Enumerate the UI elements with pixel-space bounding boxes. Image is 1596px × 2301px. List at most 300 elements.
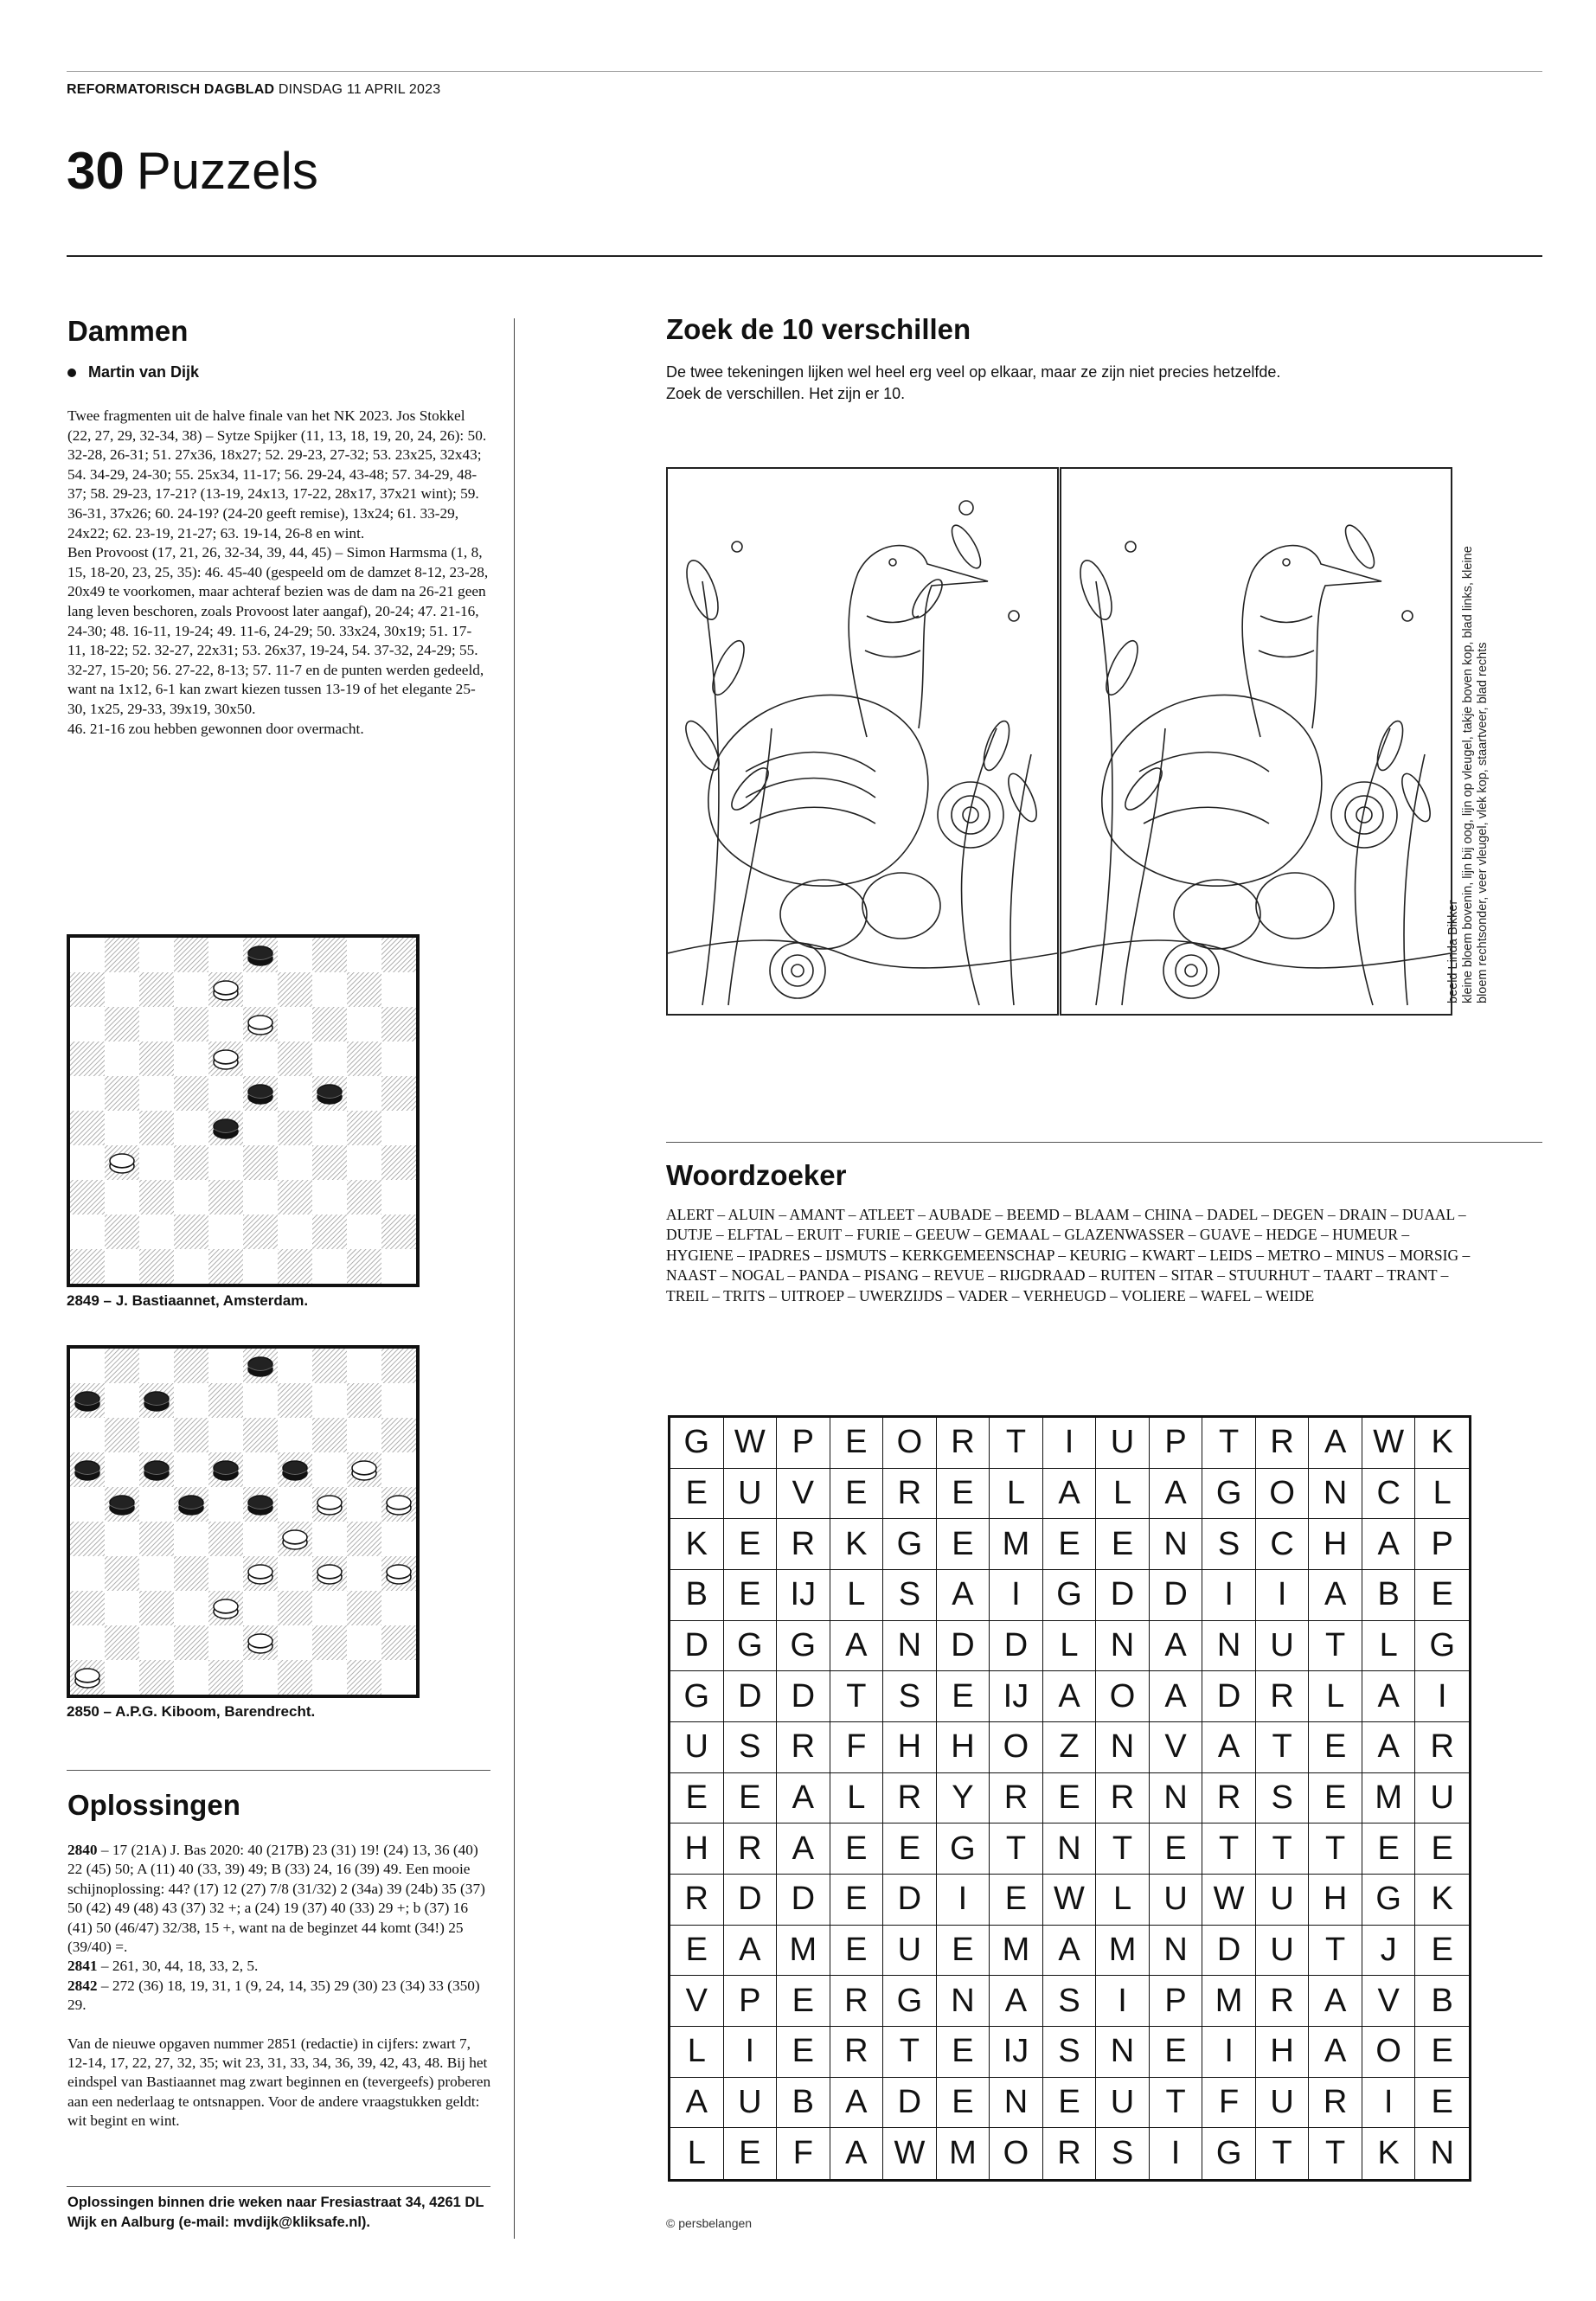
solution-text: – 17 (21A) J. Bas 2020: 40 (217B) 23 (31) 19! (24) 13, 36 (40) 22 (45) 50; A (11) 40 (33, 39) 49; B (33) 24, 16 (39) 49. Een mooie schijnoplossing: 44? (17) 12 (27) 7/8 (31/32) 2 (34a) 39 (24b) 35 (37) 50 (42) 49 (48) 43 (37) 32 +; a (24) 19 (37) 40 (33) 29 +; b (37) 16 (41) 50 (46/47) 32/38, 15 +, want na de beginzet 44 komt (34!) 25 (39/40) =.: [67, 1842, 485, 1956]
grid-cell[interactable]: R: [724, 1823, 778, 1875]
grid-cell[interactable]: E: [830, 1418, 884, 1469]
white-piece: [317, 1565, 342, 1584]
grid-cell[interactable]: M: [777, 1926, 830, 1977]
grid-cell[interactable]: T: [883, 2027, 937, 2078]
grid-cell[interactable]: R: [1256, 1976, 1310, 2027]
grid-cell[interactable]: P: [1150, 1976, 1203, 2027]
grid-cell[interactable]: E: [937, 2078, 990, 2129]
grid-cell[interactable]: L: [1309, 1671, 1362, 1722]
dark-square: [347, 1383, 381, 1418]
dark-square: [278, 1249, 312, 1284]
grid-cell[interactable]: E: [883, 1823, 937, 1875]
grid-cell[interactable]: E: [1043, 1519, 1097, 1570]
grid-cell[interactable]: E: [724, 1773, 778, 1824]
column-divider: [514, 318, 515, 2239]
grid-cell[interactable]: E: [1362, 1823, 1416, 1875]
grid-cell[interactable]: Y: [937, 1773, 990, 1824]
grid-cell[interactable]: L: [1096, 1875, 1150, 1926]
grid-cell[interactable]: E: [1043, 2078, 1097, 2129]
grid-cell[interactable]: N: [1096, 1722, 1150, 1773]
grid-cell[interactable]: S: [883, 1671, 937, 1722]
light-square: [139, 1556, 174, 1591]
grid-cell[interactable]: I: [724, 2027, 778, 2078]
grid-cell[interactable]: A: [777, 1773, 830, 1824]
dark-square: [243, 1145, 278, 1180]
grid-cell[interactable]: B: [1415, 1976, 1469, 2027]
grid-cell[interactable]: A: [1150, 1469, 1203, 1520]
grid-cell[interactable]: R: [1043, 2128, 1097, 2179]
grid-cell[interactable]: D: [670, 1621, 724, 1672]
grid-cell[interactable]: U: [670, 1722, 724, 1773]
dark-square: [381, 1215, 416, 1249]
grid-cell[interactable]: D: [724, 1875, 778, 1926]
grid-cell[interactable]: R: [777, 1722, 830, 1773]
grid-cell[interactable]: E: [1043, 1773, 1097, 1824]
grid-cell[interactable]: K: [670, 1519, 724, 1570]
light-square: [381, 1522, 416, 1556]
grid-cell[interactable]: I: [1202, 2027, 1256, 2078]
grid-cell[interactable]: O: [1362, 2027, 1416, 2078]
grid-cell[interactable]: E: [1415, 1823, 1469, 1875]
light-square: [70, 1076, 105, 1111]
grid-cell[interactable]: M: [1096, 1926, 1150, 1977]
grid-cell[interactable]: G: [937, 1823, 990, 1875]
grid-cell[interactable]: U: [1415, 1773, 1469, 1824]
grid-cell[interactable]: N: [1150, 1773, 1203, 1824]
grid-cell[interactable]: G: [670, 1418, 724, 1469]
grid-cell[interactable]: R: [670, 1875, 724, 1926]
grid-cell[interactable]: L: [670, 2027, 724, 2078]
grid-cell[interactable]: T: [1309, 1621, 1362, 1672]
grid-cell[interactable]: A: [1309, 1570, 1362, 1621]
grid-cell[interactable]: M: [937, 2128, 990, 2179]
grid-cell[interactable]: E: [830, 1469, 884, 1520]
dark-square: [312, 1349, 347, 1383]
light-square: [243, 1383, 278, 1418]
grid-cell[interactable]: U: [724, 2078, 778, 2129]
grid-cell[interactable]: G: [1202, 2128, 1256, 2179]
black-piece: [179, 1496, 203, 1515]
grid-cell[interactable]: T: [990, 1823, 1043, 1875]
dammen-paragraph: Twee fragmenten uit de halve finale van het NK 2023. Jos Stokkel (22, 27, 29, 32-34, 38) – Sytze Spijker (11, 13, 18, 19, 20, 24, 26): 50. 32-28, 26-31; 51. 27x36, 18x27; 52. 29-23, 27-32; 53. 23x25, 32x43; 54. 34-29, 24-30; 55. 25x34, 11-17; 56. 29-24, 43-48; 57. 34-29, 48-37; 58. 29-23, 17-21? (13-19, 24x13, 17-22, 28x17, 37x21 wint); 59. 36-31, 37x26; 60. 24-19? (24-20 geeft remise), 13x24; 61. 33-29, 24x22; 62. 23-19, 21-27; 63. 19-14, 26-8 en wint.: [67, 407, 487, 542]
grid-cell[interactable]: E: [670, 1926, 724, 1977]
grid-cell[interactable]: A: [724, 1926, 778, 1977]
light-square: [70, 1145, 105, 1180]
grid-cell[interactable]: R: [777, 1519, 830, 1570]
black-piece: [110, 1496, 134, 1515]
grid-cell[interactable]: N: [990, 2078, 1043, 2129]
grid-cell[interactable]: A: [1362, 1671, 1416, 1722]
grid-cell[interactable]: A: [1150, 1671, 1203, 1722]
dark-square: [312, 1007, 347, 1042]
grid-cell[interactable]: D: [1202, 1926, 1256, 1977]
board-diagram: [70, 938, 416, 1284]
grid-cell[interactable]: N: [883, 1621, 937, 1672]
grid-cell[interactable]: T: [1309, 1823, 1362, 1875]
dark-square: [381, 1145, 416, 1180]
grid-cell[interactable]: N: [1202, 1621, 1256, 1672]
grid-cell[interactable]: D: [1150, 1570, 1203, 1621]
light-square: [312, 1111, 347, 1145]
grid-cell[interactable]: T: [1202, 1418, 1256, 1469]
light-square: [243, 1042, 278, 1076]
grid-cell[interactable]: G: [883, 1976, 937, 2027]
dark-square: [312, 1215, 347, 1249]
dammen-paragraph: Ben Provoost (17, 21, 26, 32-34, 39, 44, 45) – Simon Harmsma (1, 8, 15, 18-20, 23, 25, 35): 46. 45-40 (gespeeld om de damzet 8-12, 23-28, 20x49 te voorkomen, maar achteraf bezien was de dam na 26-21 geen lang leven beschoren, zoals Provoost later aangaf), 20-24; 47. 21-16, 24-30; 48. 16-11, 19-24; 49. 11-6, 24-29; 50. 33x24, 30x19; 51. 17-11, 18-22; 52. 32-27, 22x31; 53. 26x37, 19-24, 54. 37-32, 24-29; 55. 32-27, 15-20; 56. 27-22, 8-13; 57. 11-7 en de punten werden gedeeld, want na 1x12, 6-1 kan zwart kiezen tussen 13-19 of het elegante 25-30, 1x25, 29-33, 39x19, 30x50.: [67, 544, 489, 717]
grid-cell[interactable]: IJ: [990, 2027, 1043, 2078]
grid-cell[interactable]: T: [1256, 1823, 1310, 1875]
grid-cell[interactable]: A: [1043, 1926, 1097, 1977]
grid-cell[interactable]: H: [883, 1722, 937, 1773]
grid-cell[interactable]: A: [777, 1823, 830, 1875]
grid-cell[interactable]: IJ: [777, 1570, 830, 1621]
grid-cell[interactable]: H: [1309, 1875, 1362, 1926]
light-square: [312, 1591, 347, 1625]
dark-square: [70, 1522, 105, 1556]
grid-cell[interactable]: U: [724, 1469, 778, 1520]
new-problems-text: Van de nieuwe opgaven nummer 2851 (redactie) in cijfers: zwart 7, 12-14, 17, 22, 27, 32, 35; wit 23, 31, 33, 34, 36, 39, 42, 43, 48. Bij het eindspel van Bastiaannet mag zwart beginnen en (tevergeefs) proberen aan een nederlaag te ontsnappen. Voor de andere vraagstukken geldt: wit begint en wint.: [67, 2035, 491, 2130]
grid-cell[interactable]: A: [990, 1976, 1043, 2027]
grid-cell[interactable]: E: [937, 1671, 990, 1722]
grid-cell[interactable]: O: [1096, 1671, 1150, 1722]
grid-cell[interactable]: E: [830, 1875, 884, 1926]
light-square: [105, 1249, 139, 1284]
grid-cell[interactable]: E: [777, 2027, 830, 2078]
dark-square: [139, 972, 174, 1007]
grid-cell[interactable]: W: [724, 1418, 778, 1469]
solution-entry: [67, 1977, 493, 2016]
grid-cell[interactable]: G: [883, 1519, 937, 1570]
white-piece: [214, 981, 238, 1000]
grid-cell[interactable]: E: [670, 1773, 724, 1824]
grid-cell[interactable]: E: [1415, 2027, 1469, 2078]
grid-cell[interactable]: A: [937, 1570, 990, 1621]
grid-cell[interactable]: U: [1256, 2078, 1310, 2129]
grid-cell[interactable]: U: [1256, 1926, 1310, 1977]
grid-cell[interactable]: N: [937, 1976, 990, 2027]
oplossingen-title: Oplossingen: [67, 1789, 240, 1821]
dark-square: [278, 972, 312, 1007]
grid-cell[interactable]: I: [1202, 1570, 1256, 1621]
light-square: [312, 1522, 347, 1556]
grid-cell[interactable]: P: [777, 1418, 830, 1469]
grid-cell[interactable]: R: [830, 2027, 884, 2078]
grid-cell[interactable]: A: [1309, 1976, 1362, 2027]
grid-cell[interactable]: U: [1150, 1875, 1203, 1926]
dark-square: [139, 1180, 174, 1215]
grid-cell[interactable]: S: [1256, 1773, 1310, 1824]
grid-cell[interactable]: D: [883, 2078, 937, 2129]
dark-square: [139, 1522, 174, 1556]
grid-cell[interactable]: F: [830, 1722, 884, 1773]
grid-cell[interactable]: M: [1202, 1976, 1256, 2027]
grid-cell[interactable]: I: [1043, 1418, 1097, 1469]
grid-cell[interactable]: E: [1309, 1773, 1362, 1824]
grid-cell[interactable]: V: [1362, 1976, 1416, 2027]
grid-cell[interactable]: A: [1362, 1722, 1416, 1773]
grid-cell[interactable]: U: [1096, 2078, 1150, 2129]
grid-cell[interactable]: G: [670, 1671, 724, 1722]
grid-cell[interactable]: A: [1043, 1671, 1097, 1722]
grid-cell[interactable]: S: [1096, 2128, 1150, 2179]
grid-cell[interactable]: W: [1202, 1875, 1256, 1926]
grid-cell[interactable]: T: [1096, 1823, 1150, 1875]
dark-square: [105, 1007, 139, 1042]
grid-cell[interactable]: H: [1309, 1519, 1362, 1570]
grid-cell[interactable]: E: [670, 1469, 724, 1520]
grid-cell[interactable]: U: [883, 1926, 937, 1977]
grid-cell[interactable]: R: [1202, 1773, 1256, 1824]
grid-cell[interactable]: W: [883, 2128, 937, 2179]
grid-cell[interactable]: R: [990, 1773, 1043, 1824]
grid-cell[interactable]: G: [1415, 1621, 1469, 1672]
light-square: [70, 938, 105, 972]
grid-cell[interactable]: E: [830, 1926, 884, 1977]
grid-cell[interactable]: IJ: [990, 1671, 1043, 1722]
grid-cell[interactable]: S: [1202, 1519, 1256, 1570]
grid-cell[interactable]: A: [830, 2078, 884, 2129]
grid-cell[interactable]: B: [670, 1570, 724, 1621]
grid-cell[interactable]: L: [1415, 1469, 1469, 1520]
grid-cell[interactable]: D: [937, 1621, 990, 1672]
grid-cell[interactable]: L: [670, 2128, 724, 2179]
page-section: Puzzels: [136, 142, 318, 200]
grid-cell[interactable]: R: [830, 1976, 884, 2027]
grid-cell[interactable]: B: [1362, 1570, 1416, 1621]
grid-cell[interactable]: G: [1202, 1469, 1256, 1520]
grid-cell[interactable]: T: [1202, 1823, 1256, 1875]
grid-cell[interactable]: E: [777, 1976, 830, 2027]
word-search-grid[interactable]: [668, 1415, 1471, 2182]
grid-cell[interactable]: H: [1256, 2027, 1310, 2078]
grid-cell[interactable]: T: [990, 1418, 1043, 1469]
grid-cell[interactable]: C: [1256, 1519, 1310, 1570]
grid-cell[interactable]: D: [724, 1671, 778, 1722]
grid-cell[interactable]: O: [990, 2128, 1043, 2179]
grid-cell[interactable]: T: [830, 1671, 884, 1722]
grid-cell[interactable]: E: [1415, 2078, 1469, 2129]
grid-cell[interactable]: R: [1096, 1773, 1150, 1824]
grid-cell[interactable]: A: [1150, 1621, 1203, 1672]
grid-cell[interactable]: L: [830, 1773, 884, 1824]
grid-cell[interactable]: A: [1362, 1519, 1416, 1570]
grid-cell[interactable]: G: [1043, 1570, 1097, 1621]
grid-cell[interactable]: G: [777, 1621, 830, 1672]
grid-cell[interactable]: A: [1309, 1418, 1362, 1469]
grid-cell[interactable]: J: [1362, 1926, 1416, 1977]
grid-cell[interactable]: G: [1362, 1875, 1416, 1926]
light-square: [70, 1007, 105, 1042]
grid-cell[interactable]: S: [1043, 1976, 1097, 2027]
grid-cell[interactable]: P: [724, 1976, 778, 2027]
grid-cell[interactable]: H: [670, 1823, 724, 1875]
grid-cell[interactable]: E: [830, 1823, 884, 1875]
illustration-credit: beeld Linda Bikker: [1446, 900, 1460, 1003]
grid-cell[interactable]: R: [883, 1773, 937, 1824]
grid-cell[interactable]: E: [937, 1519, 990, 1570]
grid-cell[interactable]: R: [1309, 2078, 1362, 2129]
grid-cell[interactable]: M: [990, 1519, 1043, 1570]
solution-entry: [67, 1841, 493, 1957]
light-square: [105, 972, 139, 1007]
grid-cell[interactable]: D: [1202, 1671, 1256, 1722]
grid-cell[interactable]: V: [1150, 1722, 1203, 1773]
grid-cell[interactable]: L: [1043, 1621, 1097, 1672]
grid-cell[interactable]: A: [830, 2128, 884, 2179]
grid-cell[interactable]: E: [1415, 1570, 1469, 1621]
grid-cell[interactable]: B: [777, 2078, 830, 2129]
grid-cell[interactable]: K: [1415, 1875, 1469, 1926]
grid-cell[interactable]: O: [990, 1722, 1043, 1773]
grid-cell[interactable]: V: [670, 1976, 724, 2027]
light-square: [278, 1418, 312, 1452]
grid-cell[interactable]: S: [1043, 2027, 1097, 2078]
grid-cell[interactable]: G: [724, 1621, 778, 1672]
grid-cell[interactable]: O: [1256, 1469, 1310, 1520]
grid-cell[interactable]: I: [990, 1570, 1043, 1621]
grid-cell[interactable]: T: [1256, 1722, 1310, 1773]
grid-cell[interactable]: R: [1256, 1671, 1310, 1722]
grid-cell[interactable]: A: [1043, 1469, 1097, 1520]
grid-cell[interactable]: H: [937, 1722, 990, 1773]
grid-cell[interactable]: F: [1202, 2078, 1256, 2129]
dark-square: [70, 1591, 105, 1625]
grid-cell[interactable]: A: [1309, 2027, 1362, 2078]
grid-cell[interactable]: N: [1430, 2135, 1454, 2172]
grid-cell[interactable]: I: [937, 1875, 990, 1926]
grid-cell[interactable]: L: [1362, 1621, 1416, 1672]
grid-cell[interactable]: D: [777, 1671, 830, 1722]
grid-cell[interactable]: E: [724, 2128, 778, 2179]
dark-square: [174, 1418, 208, 1452]
grid-cell[interactable]: N: [1150, 1519, 1203, 1570]
grid-cell[interactable]: M: [1362, 1773, 1416, 1824]
grid-cell[interactable]: O: [883, 1418, 937, 1469]
grid-cell[interactable]: T: [1256, 2128, 1310, 2179]
grid-cell[interactable]: I: [1362, 2078, 1416, 2129]
grid-cell[interactable]: R: [1256, 1418, 1310, 1469]
dammen-paragraph: 46. 21-16 zou hebben gewonnen door overmacht.: [67, 720, 364, 737]
grid-cell[interactable]: R: [937, 1418, 990, 1469]
grid-cell[interactable]: T: [1309, 1926, 1362, 1977]
grid-cell[interactable]: A: [670, 2078, 724, 2129]
grid-cell[interactable]: D: [777, 1875, 830, 1926]
grid-cell[interactable]: P: [1150, 1418, 1203, 1469]
dark-square: [174, 1349, 208, 1383]
dark-square: [174, 938, 208, 972]
grid-cell[interactable]: C: [1362, 1469, 1416, 1520]
grid-cell[interactable]: K: [1362, 2128, 1416, 2179]
solution-text: – 261, 30, 44, 18, 33, 2, 5.: [97, 1958, 259, 1975]
grid-cell[interactable]: A: [830, 1621, 884, 1672]
grid-cell[interactable]: L: [1096, 1469, 1150, 1520]
grid-cell[interactable]: K: [830, 1519, 884, 1570]
grid-cell[interactable]: E: [937, 1469, 990, 1520]
light-square: [139, 1625, 174, 1660]
grid-cell[interactable]: E: [724, 1570, 778, 1621]
grid-cell[interactable]: E: [1150, 1823, 1203, 1875]
grid-cell[interactable]: N: [1309, 1469, 1362, 1520]
grid-cell[interactable]: T: [1309, 2128, 1362, 2179]
grid-cell[interactable]: E: [1150, 2027, 1203, 2078]
zoek-title: Zoek de 10 verschillen: [666, 313, 971, 345]
grid-cell[interactable]: E: [937, 2027, 990, 2078]
grid-cell[interactable]: U: [1096, 1418, 1150, 1469]
grid-cell[interactable]: E: [937, 1926, 990, 1977]
grid-cell[interactable]: S: [883, 1570, 937, 1621]
grid-cell[interactable]: D: [883, 1875, 937, 1926]
grid-cell[interactable]: U: [1256, 1621, 1310, 1672]
light-square: [139, 1349, 174, 1383]
grid-cell[interactable]: I: [1150, 2128, 1203, 2179]
black-piece: [75, 1392, 99, 1411]
grid-cell[interactable]: E: [1415, 1926, 1469, 1977]
grid-cell[interactable]: Z: [1043, 1722, 1097, 1773]
dark-square: [139, 1249, 174, 1284]
light-square: [105, 1452, 139, 1487]
grid-cell[interactable]: I: [1096, 1976, 1150, 2027]
white-piece: [352, 1461, 376, 1480]
grid-cell[interactable]: R: [883, 1469, 937, 1520]
grid-cell[interactable]: N: [1096, 1621, 1150, 1672]
grid-cell[interactable]: R: [1415, 1722, 1469, 1773]
black-piece: [144, 1392, 169, 1411]
grid-cell[interactable]: P: [1415, 1519, 1469, 1570]
light-square: [381, 1180, 416, 1215]
oplossingen-text: [67, 1841, 493, 2131]
grid-cell[interactable]: D: [1096, 1570, 1150, 1621]
grid-cell[interactable]: W: [1043, 1875, 1097, 1926]
grid-cell[interactable]: L: [990, 1469, 1043, 1520]
grid-cell[interactable]: V: [777, 1469, 830, 1520]
light-square: [174, 1111, 208, 1145]
grid-cell[interactable]: E: [724, 1519, 778, 1570]
white-piece: [214, 1050, 238, 1069]
dark-square: [381, 1076, 416, 1111]
dark-square: [139, 1591, 174, 1625]
grid-cell[interactable]: E: [990, 1875, 1043, 1926]
zoek-intro-line: De twee tekeningen lijken wel heel erg veel op elkaar, maar ze zijn niet precies hetzelfde.: [666, 363, 1281, 381]
grid-cell[interactable]: S: [724, 1722, 778, 1773]
grid-cell[interactable]: E: [1309, 1722, 1362, 1773]
page-header: [67, 142, 318, 200]
grid-cell[interactable]: D: [990, 1621, 1043, 1672]
black-piece: [317, 1085, 342, 1104]
solution-number: 2840: [67, 1842, 98, 1858]
grid-cell[interactable]: I: [1415, 1671, 1469, 1722]
grid-cell[interactable]: I: [1256, 1570, 1310, 1621]
white-piece: [75, 1669, 99, 1688]
dark-square: [381, 1418, 416, 1452]
grid-cell[interactable]: L: [830, 1570, 884, 1621]
light-square: [347, 1418, 381, 1452]
grid-cell[interactable]: N: [1096, 2027, 1150, 2078]
dark-square: [243, 1215, 278, 1249]
grid-cell[interactable]: E: [1096, 1519, 1150, 1570]
grid-cell[interactable]: M: [990, 1926, 1043, 1977]
grid-cell[interactable]: W: [1362, 1418, 1416, 1469]
grid-cell[interactable]: F: [777, 2128, 830, 2179]
solution-text: – 272 (36) 18, 19, 31, 1 (9, 24, 14, 35) 29 (30) 23 (34) 33 (350) 29.: [67, 1977, 480, 2014]
grid-cell[interactable]: T: [1150, 2078, 1203, 2129]
grid-cell[interactable]: A: [1202, 1722, 1256, 1773]
oplossingen-rule: [67, 1770, 490, 1771]
grid-cell[interactable]: N: [1150, 1926, 1203, 1977]
dark-square: [347, 972, 381, 1007]
grid-cell[interactable]: U: [1256, 1875, 1310, 1926]
grid-cell[interactable]: K: [1415, 1418, 1469, 1469]
grid-cell[interactable]: N: [1043, 1823, 1097, 1875]
